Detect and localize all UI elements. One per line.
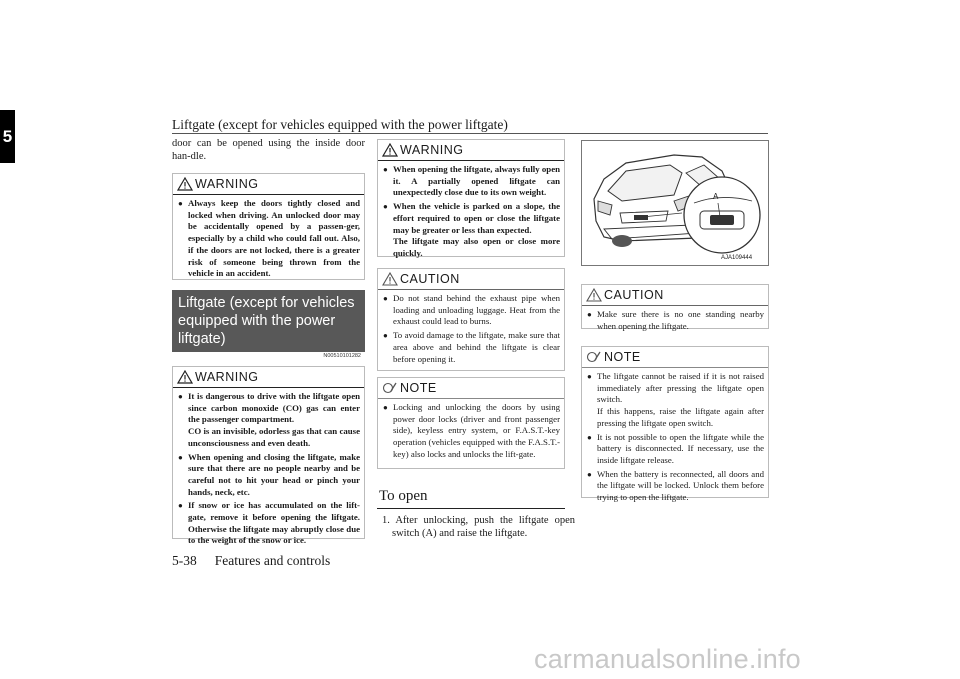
warning-header — [173, 174, 364, 195]
bullet-icon: ● — [587, 372, 592, 381]
warning-item-text: When opening and closing the liftgate, make sure that there are no people nearby and be careful not to hit your head or pinch your hands, neck, etc. — [188, 451, 360, 497]
section-title-band: Liftgate (except for vehicles equipped with the power liftgate) — [172, 290, 365, 352]
warning-icon — [382, 143, 398, 157]
warning-box-doors — [172, 173, 365, 280]
bullet-icon: ● — [383, 165, 388, 174]
header-divider — [172, 133, 768, 134]
warning-item-text: When the vehicle is parked on a slope, the effort required to open or close the liftgate may be greater or less than expected. — [393, 201, 560, 235]
note-icon — [382, 381, 398, 395]
warning-item — [178, 198, 360, 280]
bullet-icon: ● — [383, 331, 388, 341]
caution-header — [582, 285, 768, 306]
subheading-rule — [377, 508, 565, 509]
note-item-text: It is not possible to open the liftgate while the battery is disconnected. If necessary, use the inside liftgate release. — [597, 431, 764, 465]
warning-item-text: Always keep the doors tightly closed and locked when driving. An unlocked door may be accidentally opened by a passen-ger, especially by a child who could fall out. Also, if the doors are not locked, there is a greater risk of someone being thrown from the vehicle in an accident. — [188, 198, 360, 279]
note-box-liftgate — [581, 346, 769, 503]
note-item-text: When the battery is reconnected, all doors and the liftgate will be locked. Unlock them before trying to open the liftgate. — [597, 468, 764, 503]
bullet-icon: ● — [383, 202, 388, 212]
warning-item — [178, 452, 360, 499]
section-code: N00510101282 — [323, 353, 361, 359]
warning-item-text: When opening the liftgate, always fully open it. A partially opened liftgate can unexpectedly close due to its own weight. — [393, 164, 560, 198]
bullet-icon: ● — [587, 469, 592, 479]
caution-icon — [586, 288, 602, 302]
caution-item — [383, 330, 560, 365]
page-header-title: Liftgate (except for vehicles equipped with the power liftgate) — [172, 117, 508, 132]
bullet-icon: ● — [178, 199, 183, 208]
chapter-tab: 5 — [0, 110, 15, 163]
warning-box-liftgate — [377, 139, 565, 257]
warning-item — [178, 500, 360, 547]
note-item — [587, 469, 764, 504]
footer-section: Features and controls — [214, 553, 331, 568]
bullet-icon: ● — [178, 392, 183, 401]
note-box-locks — [377, 377, 565, 469]
caution-item-text: To avoid damage to the liftgate, make sure that area above and behind the liftgate is clear before opening it. — [393, 330, 560, 364]
caution-title: CAUTION — [604, 288, 664, 302]
caution-box-standing — [581, 284, 769, 329]
note-icon — [586, 350, 602, 364]
warning-icon — [177, 370, 193, 384]
bullet-icon: ● — [178, 452, 183, 462]
caution-title: CAUTION — [400, 272, 460, 286]
warning-header — [378, 140, 564, 161]
bullet-icon: ● — [383, 403, 388, 412]
page-footer — [172, 553, 330, 569]
note-item-text: Locking and unlocking the doors by using power door locks (driver and front passenger side), keyless entry system, or F.A.S.T.-key operation (vehicles equipped with the F.A.S.T.-key) also locks and unlocks the lift-gate. — [393, 402, 560, 459]
note-title: NOTE — [400, 381, 437, 395]
figure-code: AJA109444 — [721, 255, 753, 261]
warning-header — [173, 367, 364, 388]
caution-item-text: Make sure there is no one standing nearby when opening the liftgate. — [597, 309, 764, 331]
warning-title: WARNING — [195, 177, 259, 191]
page-number: 5-38 — [172, 553, 197, 568]
watermark: carmanualsonline.info — [534, 644, 801, 674]
note-item-subtext: If this happens, raise the liftgate again after pressing the liftgate open switch. — [597, 406, 764, 428]
note-item — [587, 371, 764, 430]
note-item — [383, 402, 560, 461]
caution-box-exhaust — [377, 268, 565, 371]
warning-item-text: If snow or ice has accumulated on the lift-gate, remove it before opening the liftgate. Otherwise the liftgate may abruptly close due to the weight of the snow or ice. — [188, 500, 360, 546]
note-header — [582, 347, 768, 368]
warning-item-subtext: The liftgate may also open or close more quickly. — [393, 236, 560, 258]
subheading-to-open: To open — [379, 488, 428, 504]
warning-item-subtext: CO is an invisible, odorless gas that can cause unconsciousness and even death. — [188, 426, 360, 448]
warning-item — [178, 391, 360, 450]
figure-label-a: A — [713, 192, 719, 201]
warning-item — [383, 164, 560, 199]
bullet-icon: ● — [587, 310, 592, 319]
caution-item — [587, 309, 764, 332]
caution-item-text: Do not stand behind the exhaust pipe when loading and unloading luggage. Heat from the exhaust could lead to burns. — [393, 293, 560, 327]
bullet-icon: ● — [587, 432, 592, 442]
liftgate-figure — [581, 140, 769, 266]
bullet-icon: ● — [383, 294, 388, 303]
warning-title: WARNING — [400, 143, 464, 157]
note-title: NOTE — [604, 350, 641, 364]
note-item-text: The liftgate cannot be raised if it is not raised immediately after pressing the liftgate open switch. — [597, 371, 764, 405]
bullet-icon: ● — [178, 501, 183, 511]
vehicle-rear-illustration — [582, 141, 768, 265]
note-item — [587, 432, 764, 467]
warning-title: WARNING — [195, 370, 259, 384]
caution-header — [378, 269, 564, 290]
caution-item — [383, 293, 560, 328]
warning-box-driving — [172, 366, 365, 546]
warning-item — [383, 201, 560, 260]
caution-icon — [382, 272, 398, 286]
intro-paragraph: door can be opened using the inside door han-dle. — [172, 138, 365, 162]
note-header — [378, 378, 564, 399]
warning-item-text: It is dangerous to drive with the liftgate open since carbon monoxide (CO) gas can enter the passenger compartment. — [188, 391, 360, 425]
step-1: 1. After unlocking, push the liftgate open switch (A) and raise the liftgate. — [382, 515, 575, 539]
warning-icon — [177, 177, 193, 191]
